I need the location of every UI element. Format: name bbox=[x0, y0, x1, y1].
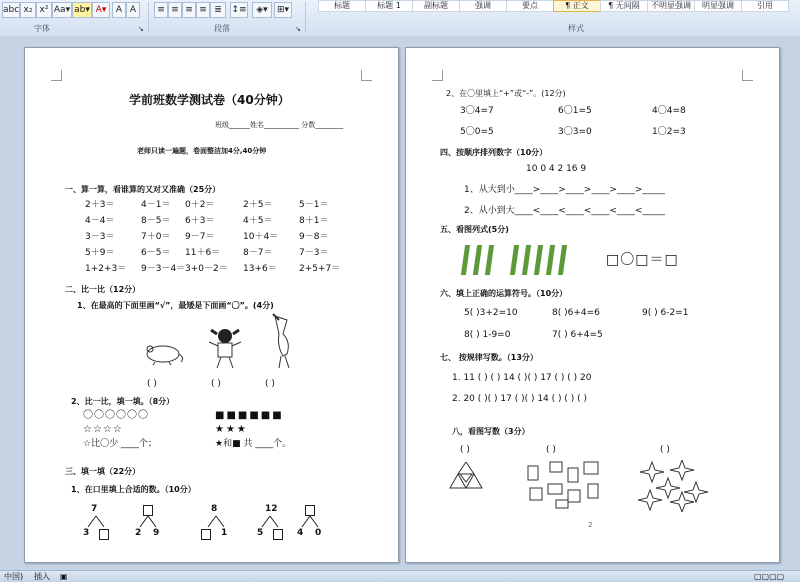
bond-right-box[interactable] bbox=[99, 529, 109, 540]
bird-icon bbox=[269, 312, 299, 370]
bond-right-number: 0 bbox=[315, 528, 322, 538]
pattern-row-2[interactable]: 2. 20 ( )( ) 17 ( )( ) 14 ( ) ( ) ( ) bbox=[452, 394, 588, 404]
calc-item[interactable]: 0＋2＝ bbox=[185, 200, 215, 210]
calc-item[interactable]: 11＋6＝ bbox=[185, 248, 221, 258]
line-spacing-button[interactable]: ↕≡ bbox=[230, 2, 248, 18]
stars-shapes-icon bbox=[638, 460, 710, 512]
count-paren-2[interactable]: ( ) bbox=[546, 445, 556, 455]
section7-title: 七、 按规律写数。（13分） bbox=[440, 353, 538, 362]
section3-title: 三、填一填（22分） bbox=[65, 467, 141, 476]
calc-item[interactable]: 2＋5＝ bbox=[243, 200, 273, 210]
style-subtitle[interactable]: 副标题 bbox=[412, 0, 460, 12]
group-label-font: 字体 bbox=[34, 24, 50, 33]
bond-top-box[interactable] bbox=[305, 505, 315, 516]
equation-boxes[interactable]: □〇□＝□ bbox=[606, 252, 679, 268]
section2-question1: 1、在最高的下面里画“√”，最矮是下面画“〇”。(4分) bbox=[77, 301, 274, 310]
section8-title: 八，看图写数（3分） bbox=[452, 427, 530, 436]
calc-item[interactable]: 7＋0＝ bbox=[141, 232, 171, 242]
bond-lines bbox=[136, 516, 160, 528]
bond-left-number: 4 bbox=[297, 528, 304, 538]
stars-row: ☆☆☆☆ bbox=[83, 424, 123, 435]
group-label-styles: 样式 bbox=[568, 24, 584, 33]
font-color-button[interactable]: A▾ bbox=[92, 2, 110, 18]
compare-right: ★和■ 共 ____个。 bbox=[215, 439, 292, 449]
calc-item[interactable]: 13+6＝ bbox=[243, 264, 277, 274]
calc-item[interactable]: 5＋9＝ bbox=[85, 248, 115, 258]
fill-op-1[interactable]: 5( )3+2=10 bbox=[464, 308, 518, 318]
page-title: 学前班数学测试卷（40分钟） bbox=[129, 93, 290, 107]
page-1[interactable] bbox=[24, 47, 399, 563]
mouse-icon bbox=[141, 340, 185, 366]
op-2: 6〇1=5 bbox=[558, 106, 592, 116]
bond-left-box[interactable] bbox=[201, 529, 211, 540]
style-heading1[interactable]: 标题 1 bbox=[365, 0, 413, 12]
bond-left-number: 3 bbox=[83, 528, 90, 538]
subscript-button[interactable]: x₂ bbox=[20, 2, 36, 18]
calc-item[interactable]: 9－3－4＝ bbox=[141, 264, 186, 274]
bond-lines bbox=[258, 516, 282, 528]
style-strong[interactable]: 要点 bbox=[506, 0, 554, 12]
justify-button[interactable]: ≡ bbox=[196, 2, 210, 18]
distribute-button[interactable]: ≣ bbox=[210, 2, 226, 18]
op-6: 1〇2=3 bbox=[652, 127, 686, 137]
calc-item[interactable]: 10＋4＝ bbox=[243, 232, 279, 242]
section2-title: 二、比一比（12分） bbox=[65, 285, 141, 294]
superscript-button[interactable]: x² bbox=[36, 2, 52, 18]
calc-item[interactable]: 4＋5＝ bbox=[243, 216, 273, 226]
calc-item[interactable]: 2+5+7＝ bbox=[299, 264, 341, 274]
style-title[interactable]: 标题 bbox=[318, 0, 366, 12]
document-workspace bbox=[0, 36, 800, 570]
count-paren-1[interactable]: ( ) bbox=[460, 445, 470, 455]
bond-lines bbox=[204, 516, 228, 528]
group-label-paragraph: 段落 bbox=[214, 24, 230, 33]
section6-title: 六、填上正确的运算符号。（10分） bbox=[440, 289, 568, 298]
black-stars-row: ★★★ bbox=[215, 424, 248, 435]
style-emphasis[interactable]: 强调 bbox=[459, 0, 507, 12]
fill-op-3[interactable]: 9( ) 6-2=1 bbox=[642, 308, 689, 318]
calc-item[interactable]: 3+0－2＝ bbox=[185, 264, 228, 274]
calc-item[interactable]: 8－7＝ bbox=[243, 248, 273, 258]
macro-record-icon[interactable]: ▣ bbox=[60, 572, 68, 581]
calc-item[interactable]: 8－5＝ bbox=[141, 216, 171, 226]
bond-right-number: 1 bbox=[221, 528, 228, 538]
sequence-ascending[interactable]: 2、从小到大____<____<____<____<____<_____ bbox=[464, 206, 665, 216]
strikethrough-button[interactable]: abc bbox=[2, 2, 20, 18]
page-number: 2 bbox=[588, 521, 593, 529]
ribbon bbox=[0, 0, 800, 37]
style-quote[interactable]: 引用 bbox=[741, 0, 789, 12]
calc-item[interactable]: 7－3＝ bbox=[299, 248, 329, 258]
calc-item[interactable]: 2＋3＝ bbox=[85, 200, 115, 210]
status-bar bbox=[0, 570, 800, 582]
section1-title: 一、算一算，看谁算的又对又准确（25分） bbox=[65, 185, 221, 194]
count-paren-3[interactable]: ( ) bbox=[660, 445, 670, 455]
rectangles-icon bbox=[524, 460, 616, 510]
calc-item[interactable]: 6＋3＝ bbox=[185, 216, 215, 226]
op-3: 4〇4=8 bbox=[652, 106, 686, 116]
calc-item[interactable]: 1+2+3＝ bbox=[85, 264, 127, 274]
align-right-button[interactable]: ≡ bbox=[182, 2, 196, 18]
style-normal[interactable]: ¶ 正文 bbox=[553, 0, 601, 12]
fill-op-2[interactable]: 8( )6+4=6 bbox=[552, 308, 600, 318]
borders-button[interactable]: ⊞▾ bbox=[274, 2, 292, 18]
calc-item[interactable]: 4－4＝ bbox=[85, 216, 115, 226]
align-left-button[interactable]: ≡ bbox=[154, 2, 168, 18]
style-no-spacing[interactable]: ¶ 无间隔 bbox=[600, 0, 648, 12]
section5-title: 五、看图列式(5分) bbox=[440, 225, 509, 234]
bond-right-number: 9 bbox=[153, 528, 160, 538]
op-4: 5〇0=5 bbox=[460, 127, 494, 137]
circles-row: 〇〇〇〇〇〇 bbox=[83, 410, 149, 421]
op-5: 3〇3=0 bbox=[558, 127, 592, 137]
height-answer-paren-2[interactable]: ( ) bbox=[211, 379, 221, 389]
bond-top-number: 7 bbox=[91, 504, 98, 514]
calc-item[interactable]: 3－3＝ bbox=[85, 232, 115, 242]
bond-left-number: 5 bbox=[257, 528, 264, 538]
fill-op-4[interactable]: 8( ) 1-9=0 bbox=[464, 330, 511, 340]
calc-item[interactable]: 9－8＝ bbox=[299, 232, 329, 242]
highlight-button[interactable]: ab▾ bbox=[72, 2, 92, 18]
bond-lines bbox=[298, 516, 322, 528]
sequence-numbers: 10 0 4 2 16 9 bbox=[526, 164, 587, 174]
view-buttons[interactable]: ▢▢▢▢ bbox=[754, 572, 785, 581]
bond-left-number: 2 bbox=[135, 528, 142, 538]
style-subtle-emphasis[interactable]: 不明显强调 bbox=[647, 0, 695, 12]
bond-top-number: 12 bbox=[265, 504, 278, 514]
height-answer-paren-1[interactable]: ( ) bbox=[147, 379, 157, 389]
bond-lines bbox=[84, 516, 108, 528]
height-answer-paren-3[interactable]: ( ) bbox=[265, 379, 275, 389]
section3-question1: 1、在口里填上合适的数。（10分） bbox=[71, 485, 196, 494]
calc-item[interactable]: 4－1＝ bbox=[141, 200, 171, 210]
style-intense-emphasis[interactable]: 明显强调 bbox=[694, 0, 742, 12]
triangles-icon bbox=[446, 462, 486, 490]
squares-row: ■■■■■■ bbox=[215, 410, 284, 421]
change-case-button[interactable]: Aa▾ bbox=[52, 2, 72, 18]
section4-title: 四、按顺序排列数字（10分） bbox=[440, 148, 548, 157]
op-1: 3〇4=7 bbox=[460, 106, 494, 116]
language-indicator[interactable]: 中国) bbox=[4, 572, 24, 581]
bond-top-number: 8 bbox=[211, 504, 218, 514]
sequence-descending[interactable]: 1、从大到小____>____>____>____>____>_____ bbox=[464, 185, 665, 195]
font-dialog-launcher-icon[interactable]: ↘ bbox=[138, 25, 144, 33]
calc-item[interactable]: 9－7＝ bbox=[185, 232, 215, 242]
q2-title: 2、在〇里填上“+”或“-”。(12分) bbox=[446, 89, 566, 98]
paragraph-dialog-launcher-icon[interactable]: ↘ bbox=[295, 25, 301, 33]
calc-item[interactable]: 6－5＝ bbox=[141, 248, 171, 258]
calc-item[interactable]: 8＋1＝ bbox=[299, 216, 329, 226]
page-2[interactable] bbox=[405, 47, 780, 563]
char-shading-button[interactable]: A bbox=[112, 2, 126, 18]
student-info: 班级______姓名__________ 分数________ bbox=[215, 121, 344, 129]
align-center-button[interactable]: ≡ bbox=[168, 2, 182, 18]
bond-top-box[interactable] bbox=[143, 505, 153, 516]
calc-item[interactable]: 5－1＝ bbox=[299, 200, 329, 210]
bee-girl-icon bbox=[205, 324, 245, 370]
insert-mode-indicator[interactable]: 插入 bbox=[34, 572, 50, 581]
section2-question2: 2、比一比，填一填。（8分） bbox=[71, 397, 175, 406]
fill-op-5[interactable]: 7( ) 6+4=5 bbox=[552, 330, 603, 340]
compare-left: ☆比〇少 ____个； bbox=[83, 439, 157, 449]
instruction: 老师只读一遍题，卷面整洁加4分,40分钟 bbox=[137, 147, 267, 155]
char-border-button[interactable]: A bbox=[126, 2, 140, 18]
bond-right-box[interactable] bbox=[273, 529, 283, 540]
shading-button[interactable]: ◈▾ bbox=[252, 2, 272, 18]
pattern-row-1[interactable]: 1. 11 ( ) ( ) 14 ( )( ) 17 ( ) ( ) 20 bbox=[452, 373, 592, 383]
